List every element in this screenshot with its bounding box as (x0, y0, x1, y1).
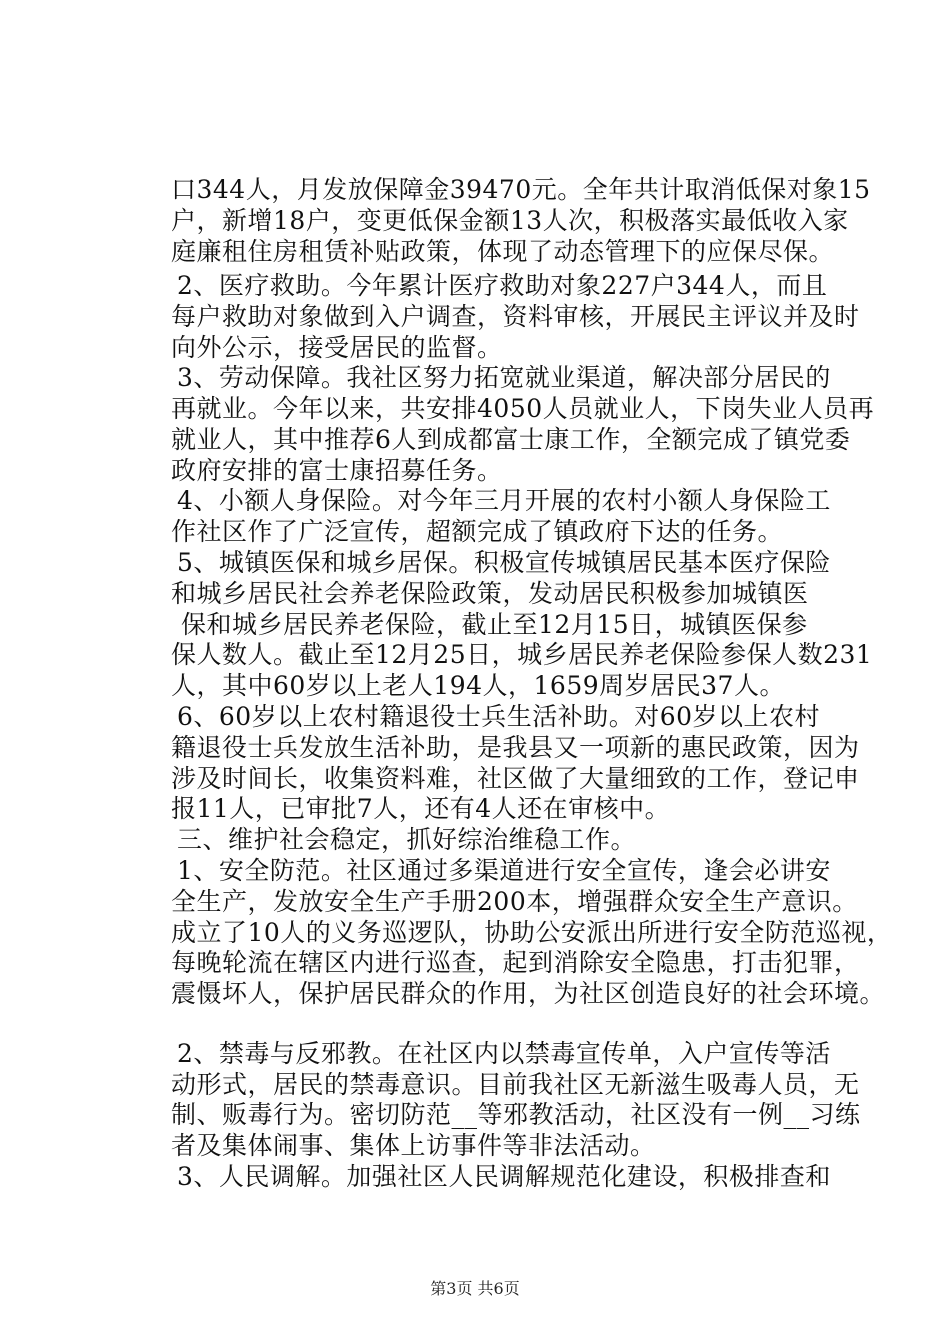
text-line: 口344人，月发放保障金39470元。全年共计取消低保对象15 (171, 175, 871, 204)
text-line: 庭廉租住房租赁补贴政策，体现了动态管理下的应保尽保。 (171, 237, 835, 266)
text-line: 制、贩毒行为。密切防范__等邪教活动，社区没有一例__习练 (171, 1100, 861, 1129)
text-line: 2、禁毒与反邪教。在社区内以禁毒宣传单，入户宣传等活 (177, 1039, 831, 1068)
text-line: 全生产，发放安全生产手册200本，增强群众安全生产意识。 (171, 887, 858, 916)
text-line: 6、60岁以上农村籍退役士兵生活补助。对60岁以上农村 (177, 702, 821, 731)
text-line: 就业人，其中推荐6人到成都富士康工作，全额完成了镇党委 (171, 425, 851, 454)
text-line: 报11人，已审批7人，还有4人还在审核中。 (171, 794, 671, 823)
text-line: 每晚轮流在辖区内进行巡查，起到消除安全隐患，打击犯罪， (171, 948, 860, 977)
text-line: 2、医疗救助。今年累计医疗救助对象227户344人，而且 (177, 271, 828, 300)
text-line: 保和城乡居民养老保险，截止至12月15日，城镇医保参 (181, 610, 808, 639)
text-line: 人，其中60岁以上老人194人，1659周岁居民37人。 (171, 671, 785, 700)
text-line: 户，新增18户，变更低保金额13人次，积极落实最低收入家 (171, 206, 849, 235)
text-line: 动形式，居民的禁毒意识。目前我社区无新滋生吸毒人员，无 (171, 1070, 860, 1099)
text-line: 震慑坏人，保护居民群众的作用，为社区创造良好的社会环境。 (171, 979, 886, 1008)
text-line: 4、小额人身保险。对今年三月开展的农村小额人身保险工 (177, 486, 831, 515)
text-line: 保人数人。截止至12月25日，城乡居民养老保险参保人数231 (171, 640, 873, 669)
text-line: 者及集体闹事、集体上访事件等非法活动。 (171, 1131, 656, 1160)
text-line: 每户救助对象做到入户调查，资料审核，开展民主评议并及时 (171, 302, 860, 331)
text-line: 5、城镇医保和城乡居保。积极宣传城镇居民基本医疗保险 (177, 548, 831, 577)
section-heading: 三、维护社会稳定，抓好综治维稳工作。 (177, 825, 637, 854)
page-number-footer: 第3页 共6页 (430, 1279, 520, 1298)
text-line: 再就业。今年以来，共安排4050人员就业人，下岗失业人员再 (171, 394, 875, 423)
text-line: 政府安排的富士康招募任务。 (171, 456, 503, 485)
text-line: 籍退役士兵发放生活补助，是我县又一项新的惠民政策，因为 (171, 733, 860, 762)
text-line: 向外公示，接受居民的监督。 (171, 333, 503, 362)
text-line: 3、劳动保障。我社区努力拓宽就业渠道，解决部分居民的 (177, 363, 831, 392)
text-line: 作社区作了广泛宣传，超额完成了镇政府下达的任务。 (171, 517, 784, 546)
text-line: 1、安全防范。社区通过多渠道进行安全宣传，逢会必讲安 (177, 856, 831, 885)
text-line: 和城乡居民社会养老保险政策，发动居民积极参加城镇医 (171, 579, 809, 608)
text-line: 成立了10人的义务巡逻队，协助公安派出所进行安全防范巡视， (171, 918, 893, 947)
text-line: 3、人民调解。加强社区人民调解规范化建设，积极排查和 (177, 1162, 831, 1191)
text-line: 涉及时间长，收集资料难，社区做了大量细致的工作，登记申 (171, 764, 860, 793)
